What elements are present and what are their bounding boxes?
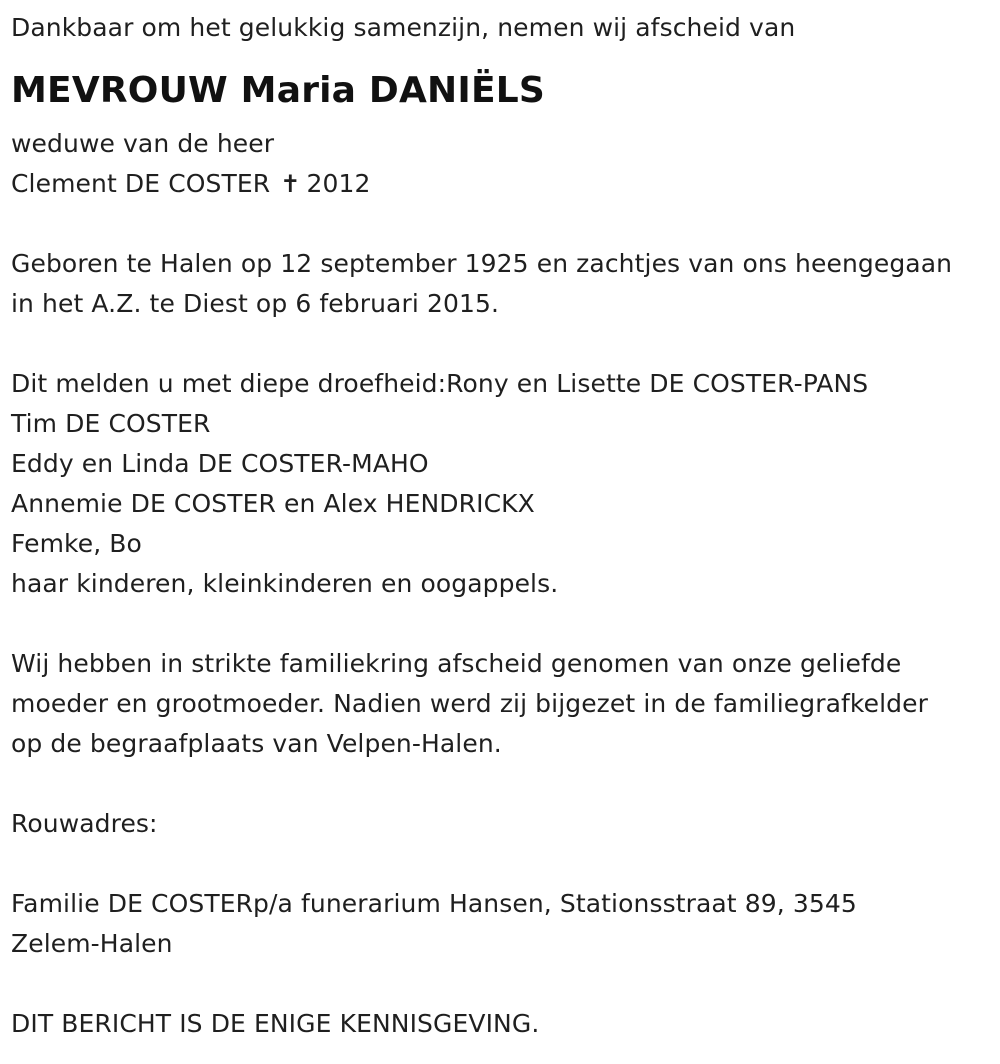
birth-death-line: in het A.Z. te Diest op 6 februari 2015. xyxy=(11,289,500,318)
spouse-line xyxy=(11,164,996,204)
family-line: Annemie DE COSTER en Alex HENDRICKX xyxy=(11,489,535,518)
spacer xyxy=(11,204,996,244)
birth-death-line: Geboren te Halen op 12 september 1925 en zachtjes van ons heengegaan xyxy=(11,249,953,278)
spacer xyxy=(11,604,996,644)
address-line: Zelem-Halen xyxy=(11,929,173,958)
deceased-name: MEVROUW Maria DANIËLS xyxy=(11,70,546,111)
family-line: haar kinderen, kleinkinderen en oogappels. xyxy=(11,569,559,598)
family-line: Dit melden u met diepe droefheid:Rony en Lisette DE COSTER-PANS xyxy=(11,369,869,398)
intro-text: Dankbaar om het gelukkig samenzijn, nemen wij afscheid van xyxy=(11,13,796,42)
funeral-line: moeder en grootmoeder. Nadien werd zij bijgezet in de familiegrafkelder xyxy=(11,689,928,718)
closing-text: DIT BERICHT IS DE ENIGE KENNISGEVING. xyxy=(11,1009,540,1038)
family-line: Eddy en Linda DE COSTER-MAHO xyxy=(11,449,429,478)
spouse-name: Clement DE COSTER xyxy=(11,169,271,198)
death-notice xyxy=(11,8,996,1044)
family-line: Tim DE COSTER xyxy=(11,409,211,438)
spacer xyxy=(11,964,996,1004)
cross-icon: ✝ xyxy=(280,170,301,198)
funeral-line: Wij hebben in strikte familiekring afscheid genomen van onze geliefde xyxy=(11,649,902,678)
spacer xyxy=(11,764,996,804)
address-line: Familie DE COSTERp/a funerarium Hansen, Stationsstraat 89, 3545 xyxy=(11,889,857,918)
spacer xyxy=(11,324,996,364)
spacer xyxy=(11,844,996,884)
widow-line: weduwe van de heer xyxy=(11,129,275,158)
spouse-death-year: 2012 xyxy=(306,169,371,198)
family-line: Femke, Bo xyxy=(11,529,142,558)
funeral-line: op de begraafplaats van Velpen-Halen. xyxy=(11,729,502,758)
address-label: Rouwadres: xyxy=(11,809,158,838)
